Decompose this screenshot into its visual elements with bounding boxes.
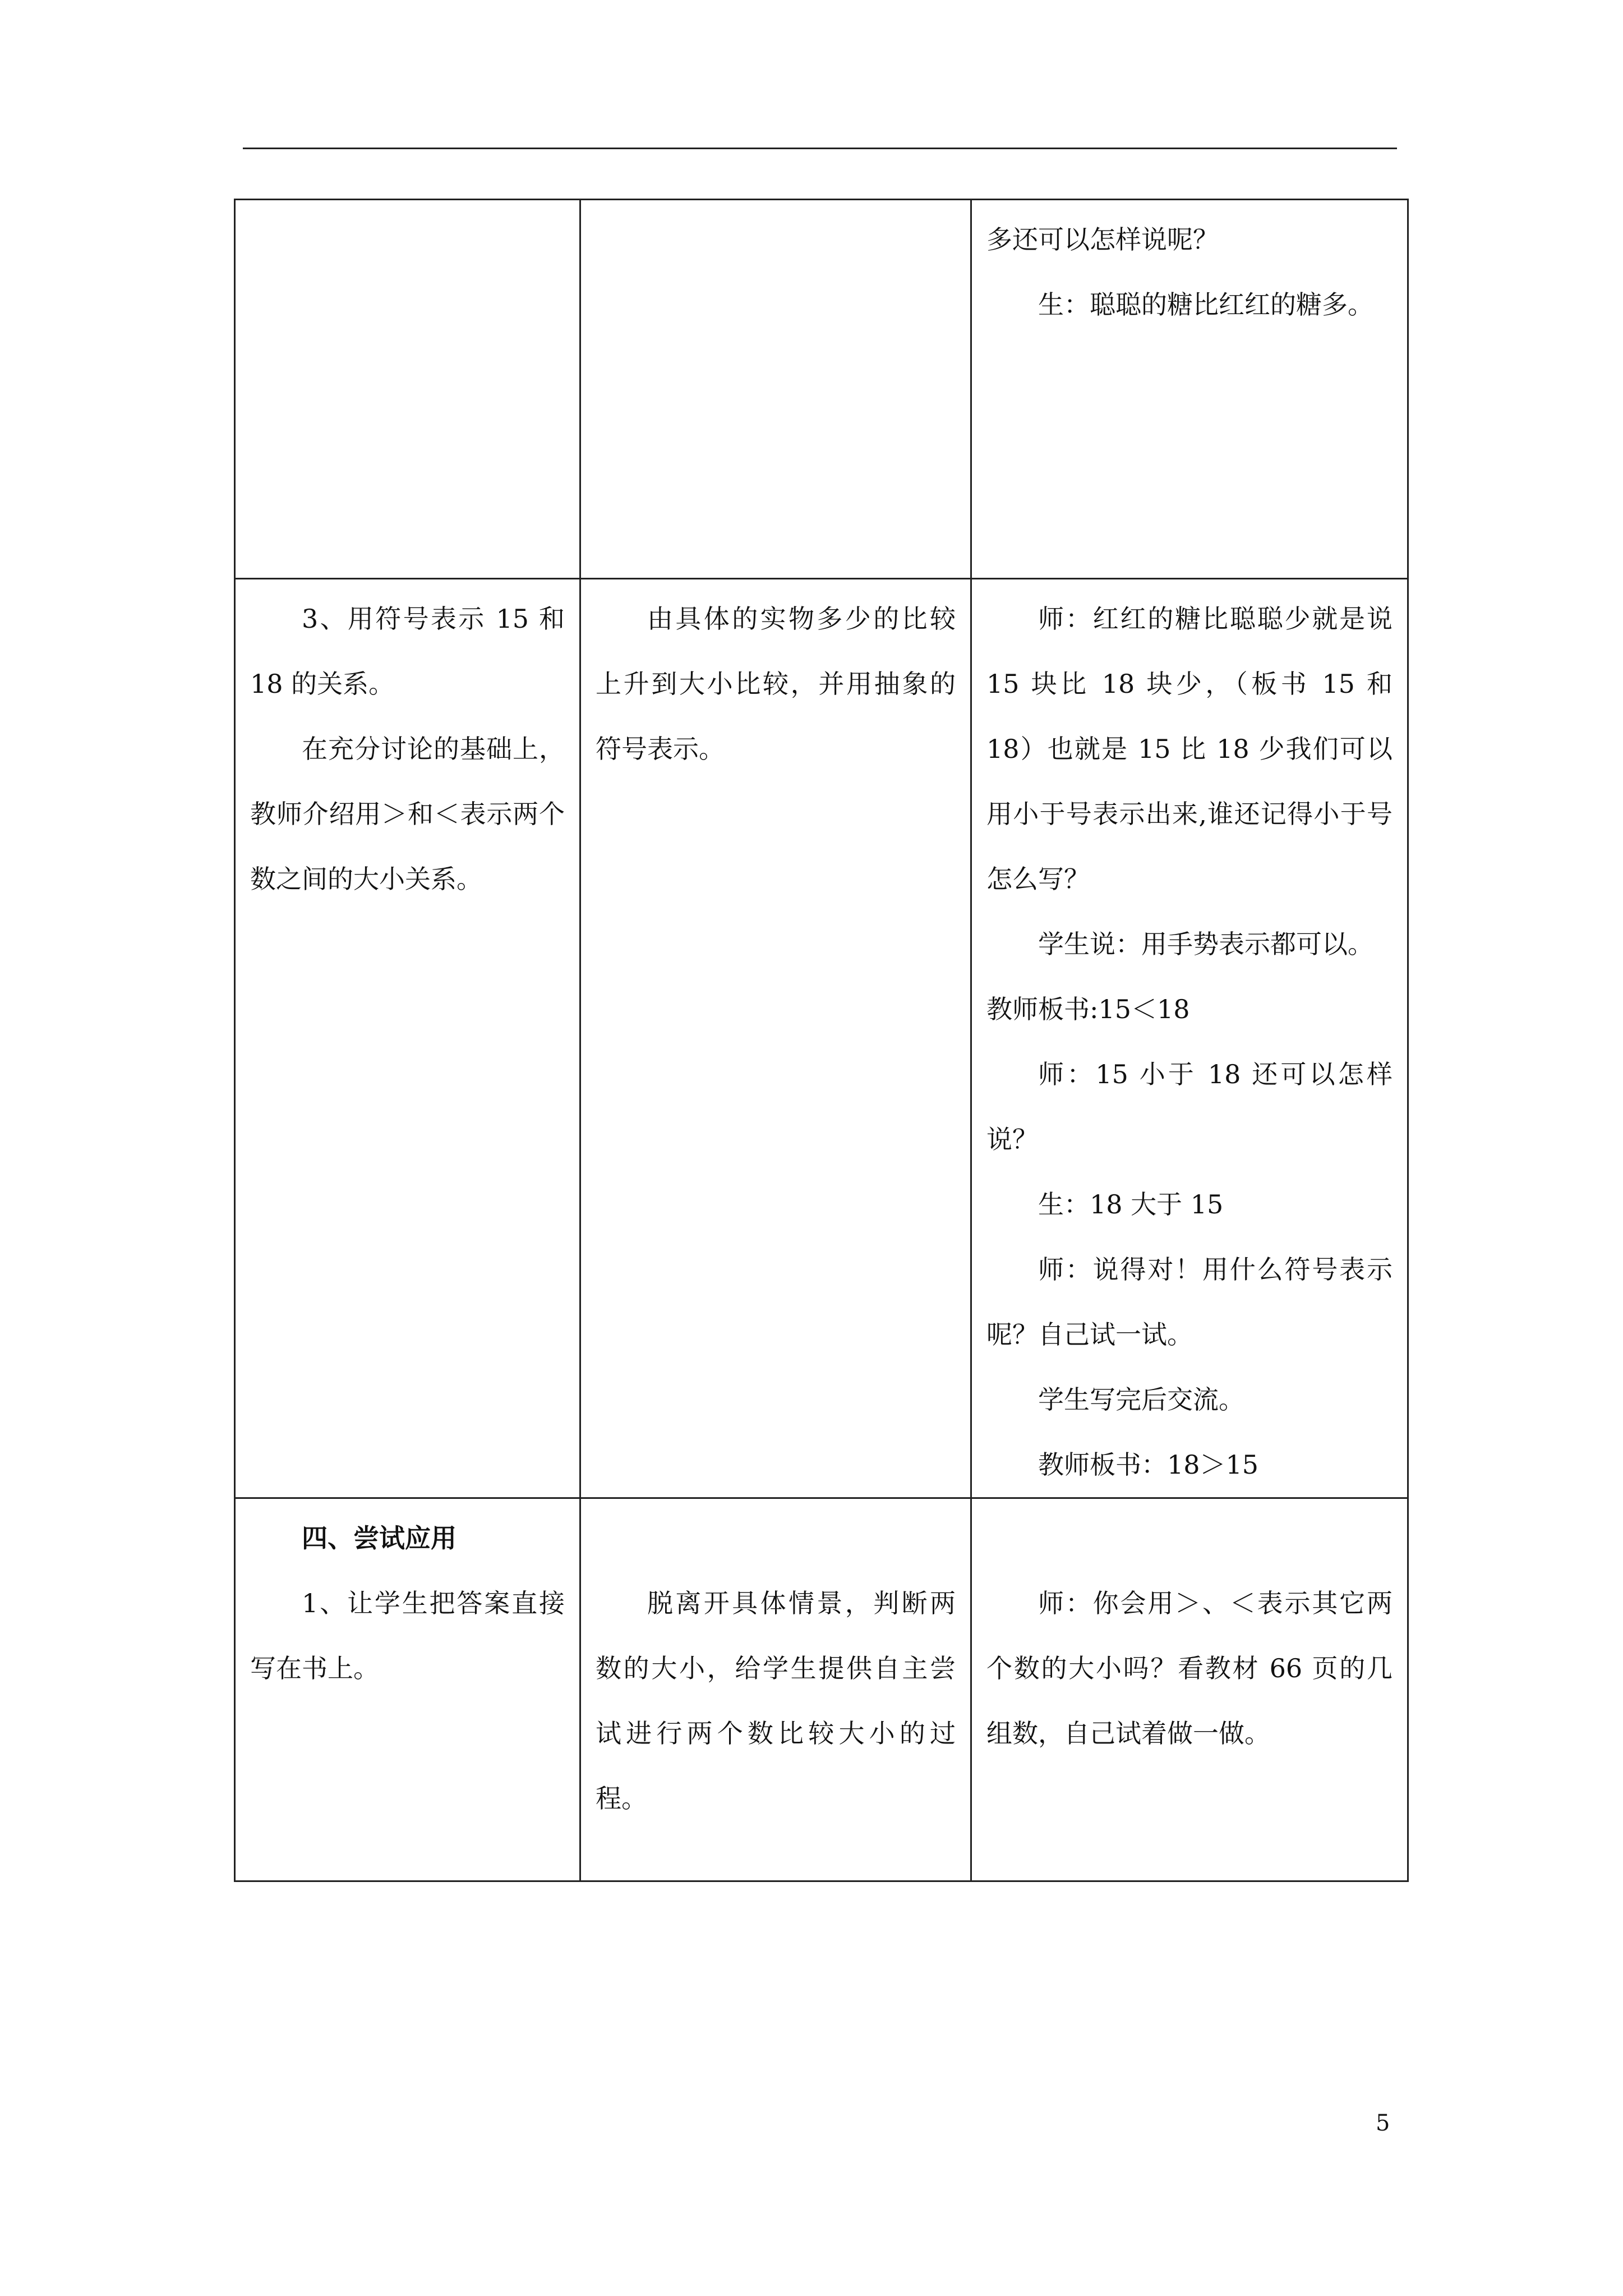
dialogue-line: 生：聪聪的糖比红红的糖多。 <box>1038 289 1373 320</box>
dialogue-line: 教师板书:15＜18 <box>986 994 1190 1024</box>
dialogue-line: 生：18 大于 15 <box>1038 1189 1224 1220</box>
activity-line: 3、用符号表示 15 和 18 的关系。 <box>250 604 565 699</box>
dialogue-line: 多还可以怎样说呢？ <box>986 224 1219 255</box>
intent-line: 由具体的实物多少的比较上升到大小比较，并用抽象的符号表示。 <box>596 604 956 764</box>
dialogue-line: 学生写完后交流。 <box>1038 1384 1244 1415</box>
activity-line: 1、让学生把答案直接写在书上。 <box>250 1588 565 1683</box>
dialogue-cell <box>971 200 1408 579</box>
activity-cell <box>235 579 580 1498</box>
table-row <box>235 200 1408 579</box>
header-rule <box>243 148 1397 149</box>
table-row <box>235 1498 1408 1881</box>
dialogue-cell <box>971 1498 1408 1881</box>
dialogue-line: 师：15 小于 18 还可以怎样说？ <box>986 1059 1393 1154</box>
activity-cell <box>235 200 580 579</box>
dialogue-line: 师：你会用＞、＜表示其它两个数的大小吗？看教材 66 页的几组数，自己试着做一做。 <box>986 1588 1393 1749</box>
dialogue-line: 师：红红的糖比聪聪少就是说 15 块比 18 块少，（板书 15 和 18）也就是 15 比 18 少我们可以用小于号表示出来,谁还记得小于号怎么写？ <box>986 604 1393 894</box>
dialogue-line: 学生说：用手势表示都可以。 <box>1038 929 1373 959</box>
dialogue-line: 教师板书：18＞15 <box>1038 1450 1259 1480</box>
activity-line: 在充分讨论的基础上，教师介绍用＞和＜表示两个数之间的大小关系。 <box>250 734 565 894</box>
table-row <box>235 579 1408 1498</box>
intent-line: 脱离开具体情景，判断两数的大小，给学生提供自主尝试进行两个数比较大小的过程。 <box>596 1588 956 1814</box>
intent-cell <box>580 1498 971 1881</box>
page-number: 5 <box>1376 2110 1390 2136</box>
intent-cell <box>580 200 971 579</box>
section-heading: 四、尝试应用 <box>302 1523 457 1553</box>
dialogue-cell <box>971 579 1408 1498</box>
activity-cell <box>235 1498 580 1881</box>
intent-cell <box>580 579 971 1498</box>
lesson-plan-table <box>234 199 1409 1882</box>
dialogue-line: 师：说得对！用什么符号表示呢？自己试一试。 <box>986 1254 1393 1350</box>
